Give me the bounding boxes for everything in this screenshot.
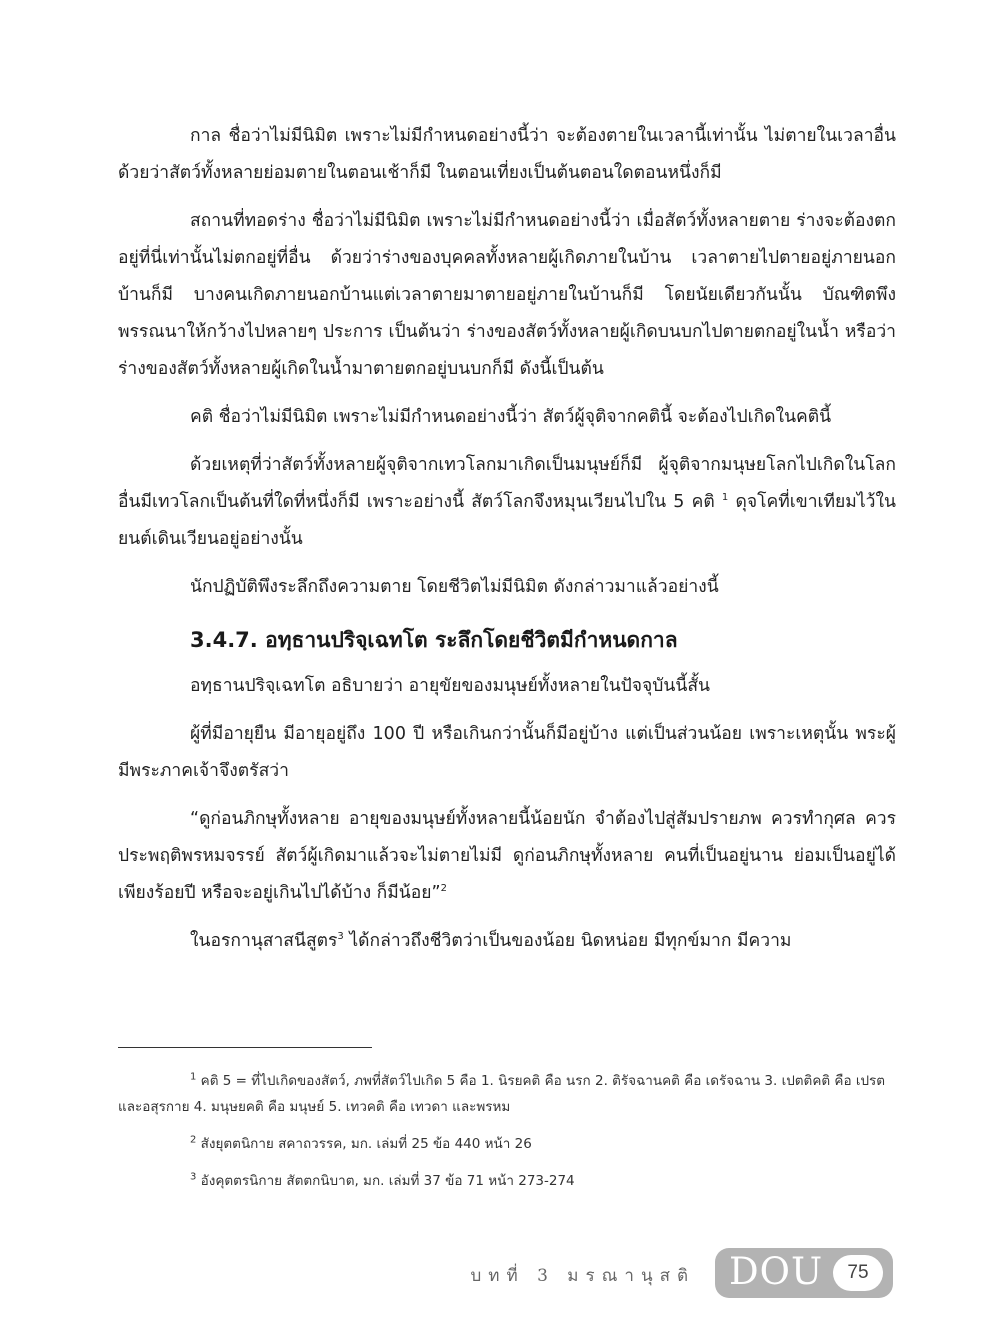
paragraph-place: สถานที่ทอดร่าง ชื่อว่าไม่มีนิมิต เพราะไม่มีกำหนดอย่างนี้ว่า เมื่อสัตว์ทั้งหลายตาย ร่างจะต้องตกอยู่ที่นี่เท่านั้นไม่ตกอยู่ที่อื่น ด้วยว่าร่างของบุคคลทั้งหลายผู้เกิดภายในบ้าน เวลาตายไปตายอยู่ภายนอกบ้านก็มี บางคนเกิดภายนอกบ้านแต่เวลาตายมาตายอยู่ภายในบ้านก็มี โดยนัยเดียวกันนั้น บัณฑิตพึงพรรณนาให้กว้างไปหลายๆ ประการ เป็นต้นว่า ร่างของสัตว์ทั้งหลายผู้เกิดบนบกไปตายตกอยู่ในน้ำ หรือว่าร่างของสัตว์ทั้งหลายผู้เกิดในน้ำมาตายตกอยู่บนบกก็มี ดังนี้เป็นต้น	[118, 211, 896, 379]
paragraph-time: กาล ชื่อว่าไม่มีนิมิต เพราะไม่มีกำหนดอย่างนี้ว่า จะต้องตายในเวลานี้เท่านั้น ไม่ตายในเวลาอื่น ด้วยว่าสัตว์ทั้งหลายย่อมตายในตอนเช้าก็มี ในตอนเที่ยงเป็นต้นตอนใดตอนหนึ่งก็มี	[118, 126, 896, 183]
footnote-ref-2[interactable]: 2	[440, 883, 447, 895]
dou-logo: DOU	[729, 1250, 824, 1293]
footnote-2: $^2$ สังยุตตนิกาย สคาถวรรค, มก. เล่มที่ 25 ข้อ 440 หน้า 26	[190, 1134, 532, 1152]
paragraph-definition: อทฺธานปริจฺเฉทโต อธิบายว่า อายุขัยของมนุษย์ทั้งหลายในปัจจุบันนี้สั้น	[190, 676, 710, 696]
chapter-title: บทที่ 3 มรณานุสติ	[470, 1266, 695, 1286]
footnotes	[118, 1068, 908, 1205]
paragraph-quote: “ดูก่อนภิกษุทั้งหลาย อายุของมนุษย์ทั้งหลายนี้น้อยนัก จำต้องไปสู่สัมปรายภพ ควรทำกุศล ควรประพฤติพรหมจรรย์ สัตว์ผู้เกิดมาแล้วจะไม่ตายไม่มี ดูก่อนภิกษุทั้งหลาย คนที่เป็นอยู่นาน ย่อมเป็นอยู่ได้เพียงร้อยปี หรือจะอยู่เกินไปได้บ้าง ก็มีน้อย”$^2$	[118, 809, 896, 903]
footnote-divider	[118, 1047, 372, 1048]
footnote-1: $^1$ คติ 5 = ที่ไปเกิดของสัตว์, ภพที่สัตว์ไปเกิด 5 คือ 1. นิรยคติ คือ นรก 2. ติรัจฉานคติ คือ เดรัจฉาน 3. เปตติคติ คือ เปรต และอสุรกาย 4. มนุษยคติ คือ มนุษย์ 5. เทวคติ คือ เทวดา และพรหม	[118, 1071, 886, 1115]
paragraph-sutta: ในอรกานุสาสนีสูตร$^3$ ได้กล่าวถึงชีวิตว่าเป็นของน้อย นิดหน่อย มีทุกข์มาก มีความ	[190, 931, 792, 951]
paragraph-rebirth: ด้วยเหตุที่ว่าสัตว์ทั้งหลายผู้จุติจากเทวโลกมาเกิดเป็นมนุษย์ก็มี ผู้จุติจากมนุษยโลกไปเกิดในโลกอื่นมีเทวโลกเป็นต้นที่ใดที่หนึ่งก็มี เพราะอย่างนี้ สัตว์โลกจึงหมุนเวียนไปใน 5 คติ $^1$ ดุจโคที่เขาเทียมไว้ในยนต์เดินเวียนอยู่อย่างนั้น	[118, 455, 896, 549]
section-heading: 3.4.7. อทฺธานปริจฺเฉทโต ระลึกโดยชีวิตมีกำหนดกาล	[190, 628, 678, 652]
paragraph-lifespan: ผู้ที่มีอายุยืน มีอายุอยู่ถึง 100 ปี หรือเกินกว่านั้นก็มีอยู่บ้าง แต่เป็นส่วนน้อย เพราะเหตุนั้น พระผู้มีพระภาคเจ้าจึงตรัสว่า	[118, 724, 896, 781]
main-text	[118, 118, 896, 971]
paragraph-practice: นักปฏิบัติพึงระลึกถึงความตาย โดยชีวิตไม่มีนิมิต ดังกล่าวมาแล้วอย่างนี้	[190, 577, 719, 597]
footnote-ref-3[interactable]: 3	[337, 931, 344, 943]
footnote-ref-1[interactable]: 1	[721, 492, 729, 504]
footnote-3: $^3$ อังคุตตรนิกาย สัตตกนิบาต, มก. เล่มที่ 37 ข้อ 71 หน้า 273-274	[190, 1171, 575, 1189]
page-badge	[715, 1248, 893, 1298]
page-number: 75	[833, 1255, 883, 1291]
paragraph-destiny: คติ ชื่อว่าไม่มีนิมิต เพราะไม่มีกำหนดอย่างนี้ว่า สัตว์ผู้จุติจากคตินี้ จะต้องไปเกิดในคตินี้	[190, 407, 832, 427]
page-footer	[0, 1248, 1000, 1300]
